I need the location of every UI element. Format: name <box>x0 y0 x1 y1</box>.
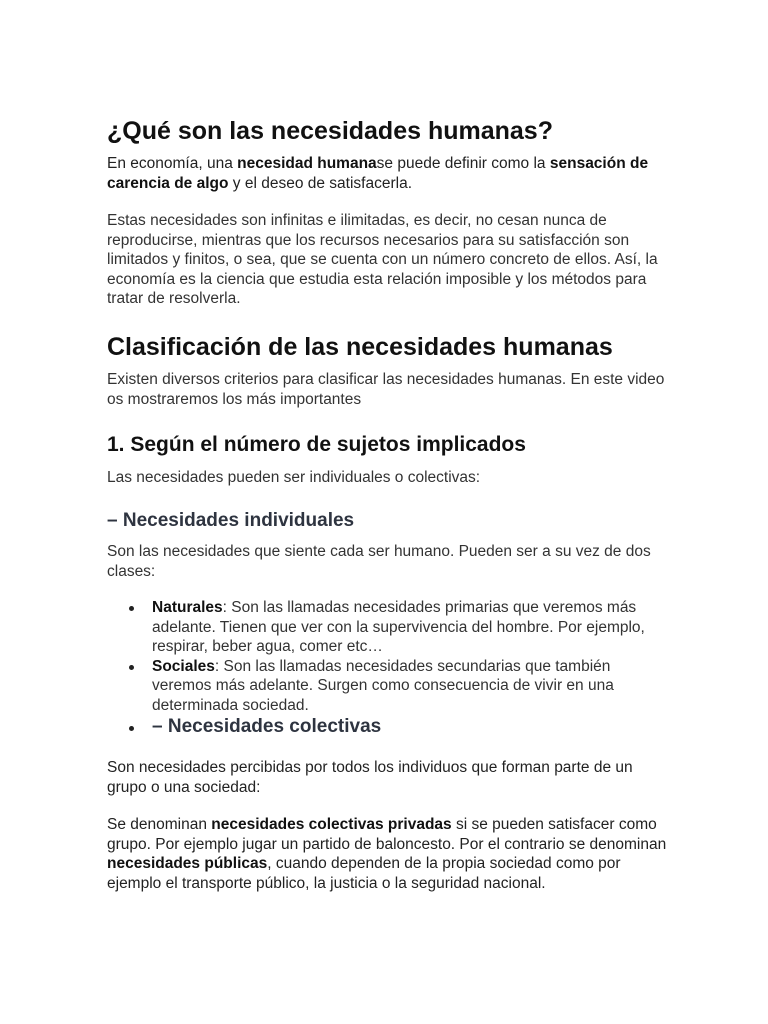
heading-segun-numero: 1. Según el número de sujetos implicados <box>107 433 526 456</box>
heading-clasificacion: Clasificación de las necesidades humanas <box>107 333 613 361</box>
paragraph-individuales: Son las necesidades que siente cada ser humano. Pueden ser a su vez de dos clases: <box>107 543 651 580</box>
bullet-icon <box>129 726 134 731</box>
paragraph-criterios: Existen diversos criterios para clasificar las necesidades humanas. En este video os mostraremos los más importantes <box>107 371 665 408</box>
heading-que-son: ¿Qué son las necesidades humanas? <box>107 117 553 145</box>
list-item-colectivas-heading: – Necesidades colectivas <box>107 715 667 739</box>
paragraph-publicas-privadas: Se denominan necesidades colectivas privadas si se pueden satisfacer como grupo. Por ejemplo jugar un partido de baloncesto. Por el contrario se denominan necesidades públicas, cuando dependen de la propia sociedad como por ejemplo el transporte público, la justicia o la seguridad nacional. <box>107 816 667 892</box>
list-item-naturales: Naturales: Son las llamadas necesidades primarias que veremos más adelante. Tienen que ver con la supervivencia del hombre. Por ejemplo, respirar, beber agua, comer etc… <box>107 598 667 657</box>
paragraph-colectivas: Son necesidades percibidas por todos los individuos que forman parte de un grupo o una sociedad: <box>107 759 633 796</box>
list-item-sociales: Sociales: Son las llamadas necesidades secundarias que también veremos más adelante. Surgen como consecuencia de vivir en una determinada sociedad. <box>107 657 667 716</box>
paragraph-definicion: En economía, una necesidad humanase puede definir como la sensación de carencia de algo y el deseo de satisfacerla. <box>107 155 649 192</box>
heading-necesidades-individuales: – Necesidades individuales <box>107 510 355 531</box>
bullet-icon <box>129 606 134 611</box>
paragraph-individuales-o-colectivas: Las necesidades pueden ser individuales o colectivas: <box>107 469 481 486</box>
list-clases <box>107 598 667 739</box>
bullet-icon <box>129 665 134 670</box>
paragraph-infinitas: Estas necesidades son infinitas e ilimitadas, es decir, no cesan nunca de reproducirse, mientras que los recursos necesarios para su satisfacción son limitados y finitos, o sea, que se cuenta con un número concreto de ellos. Así, la economía es la ciencia que estudia esta relación imposible y los métodos para tratar de resolverla. <box>107 212 658 307</box>
